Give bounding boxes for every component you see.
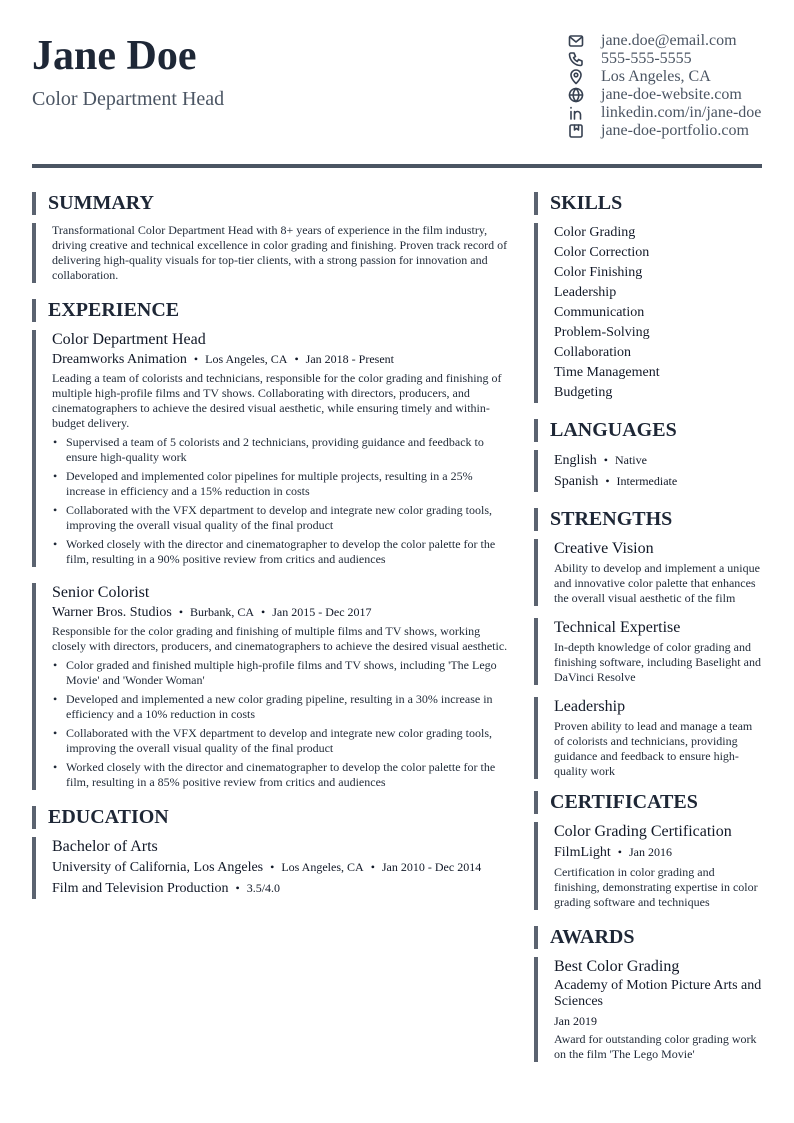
skill-item: Collaboration	[554, 345, 631, 360]
skill-item: Problem-Solving	[554, 325, 650, 340]
job-entry	[32, 583, 512, 790]
resume-header	[32, 30, 762, 150]
language-name: Spanish	[554, 474, 599, 489]
job-meta: Warner Bros. Studios • Burbank, CA • Jan 2015 - Dec 2017	[52, 605, 372, 620]
list-item: • Supervised a team of 5 colorists and 2 technicians, providing guidance and feedback to ensure high-quality work	[52, 435, 512, 465]
candidate-role: Color Department Head	[32, 88, 225, 110]
list-item: • Color graded and finished multiple high-profile films and TV shows, including 'The Lego Movie' and 'Wonder Woman'	[52, 658, 512, 688]
contact-linkedin[interactable]	[568, 104, 762, 122]
skill-item: Color Correction	[554, 245, 650, 260]
skills-section	[534, 192, 762, 403]
list-item: • Worked closely with the director and cinematographer to develop the color palette for the film, resulting in a 85% positive review from critics and audiences	[52, 760, 512, 790]
education-location: Los Angeles, CA	[281, 860, 364, 874]
contact-phone[interactable]	[568, 50, 762, 68]
job-title: Color Department Head	[52, 331, 206, 348]
experience-heading: EXPERIENCE	[32, 299, 512, 322]
certificate-name: Color Grading Certification	[554, 823, 732, 840]
skill-item: Color Grading	[554, 225, 636, 240]
location-icon	[568, 69, 584, 85]
contact-linkedin-text: linkedin.com/in/jane-doe	[601, 104, 762, 121]
job-company: Warner Bros. Studios	[52, 605, 172, 620]
certificates-section	[534, 791, 762, 910]
contact-phone-text: 555-555-5555	[601, 50, 692, 67]
header-divider	[32, 164, 762, 168]
list-item: • Collaborated with the VFX department to develop and integrate new color grading tools, improving the overall visual quality of the final product	[52, 726, 512, 756]
award-description: Award for outstanding color grading work on the film 'The Lego Movie'	[554, 1032, 757, 1061]
list-item: • Developed and implemented a new color grading pipeline, resulting in a 30% increase in efficiency and a 10% reduction in costs	[52, 692, 512, 722]
language-item: English • Native	[554, 453, 647, 468]
contact-website-text: jane-doe-website.com	[601, 86, 742, 103]
strength-title: Technical Expertise	[554, 619, 681, 636]
job-meta: Dreamworks Animation • Los Angeles, CA • Jan 2018 - Present	[52, 352, 394, 367]
language-level: Native	[614, 453, 647, 467]
certificate-description: Certification in color grading and finishing, demonstrating expertise in color grading software and techniques	[554, 865, 758, 909]
contact-list	[568, 32, 762, 140]
contact-portfolio-text: jane-doe-portfolio.com	[601, 122, 749, 139]
strength-title: Leadership	[554, 698, 626, 715]
strengths-heading: STRENGTHS	[534, 508, 762, 531]
list-item: • Developed and implemented color pipelines for multiple projects, resulting in a 25% increase in efficiency and a 15% reduction in costs	[52, 469, 512, 499]
job-dates: Jan 2015 - Dec 2017	[272, 605, 372, 619]
job-title: Senior Colorist	[52, 584, 150, 601]
awards-heading: AWARDS	[534, 926, 762, 949]
education-field: Film and Television Production	[52, 881, 229, 896]
strength-title: Creative Vision	[554, 540, 654, 557]
right-column	[534, 192, 762, 1062]
skill-item: Time Management	[554, 365, 660, 380]
strength-item	[534, 697, 762, 779]
job-description: Responsible for the color grading and finishing of multiple films and TV shows, working closely with directors, producers, and cinematographers to achieve the desired visual aesthetic.	[52, 624, 508, 653]
candidate-name: Jane Doe	[32, 33, 197, 79]
certificate-meta: FilmLight • Jan 2016	[554, 845, 672, 860]
portfolio-icon	[568, 123, 584, 139]
contact-website[interactable]	[568, 86, 762, 104]
left-column	[32, 192, 512, 899]
phone-icon	[568, 51, 584, 67]
awards-section	[534, 926, 762, 1062]
award-name: Best Color Grading	[554, 958, 680, 975]
summary-section	[32, 192, 512, 283]
languages-heading: LANGUAGES	[534, 419, 762, 442]
skills-heading: SKILLS	[534, 192, 762, 215]
education-meta: University of California, Los Angeles • Los Angeles, CA • Jan 2010 - Dec 2014	[52, 860, 482, 875]
skill-item: Leadership	[554, 285, 617, 300]
education-degree: Bachelor of Arts	[52, 838, 158, 855]
skill-item: Budgeting	[554, 385, 613, 400]
certificate-issuer: FilmLight	[554, 845, 611, 860]
education-section	[32, 806, 512, 899]
summary-text: Transformational Color Department Head with 8+ years of experience in the film industry, driving creative and technical excellence in color grading and finishing. Proven track record of delivering high-quality visuals for top-tier clients, with a strong passion for innovation and collaboration.	[52, 223, 508, 282]
education-field-row: Film and Television Production • 3.5/4.0	[52, 881, 281, 896]
job-achievements	[52, 658, 512, 790]
languages-section	[534, 419, 762, 492]
job-location: Los Angeles, CA	[205, 352, 288, 366]
contact-email-text: jane.doe@email.com	[601, 32, 737, 49]
linkedin-icon	[568, 105, 584, 121]
education-heading: EDUCATION	[32, 806, 512, 829]
experience-section	[32, 299, 512, 790]
language-item: Spanish • Intermediate	[554, 474, 678, 489]
certificate-date: Jan 2016	[629, 845, 672, 859]
strength-item	[534, 618, 762, 685]
contact-location	[568, 68, 762, 86]
mail-icon	[568, 33, 584, 49]
list-item: • Collaborated with the VFX department to develop and integrate new color grading tools, improving the overall visual quality of the final product	[52, 503, 512, 533]
skill-item: Communication	[554, 305, 645, 320]
list-item: • Worked closely with the director and cinematographer to develop the color palette for the film, resulting in a 90% positive review from critics and audiences	[52, 537, 512, 567]
job-company: Dreamworks Animation	[52, 352, 187, 367]
language-name: English	[554, 453, 597, 468]
contact-portfolio[interactable]	[568, 122, 762, 140]
award-date: Jan 2019	[554, 1014, 597, 1028]
job-dates: Jan 2018 - Present	[305, 352, 394, 366]
summary-heading: SUMMARY	[32, 192, 512, 215]
strength-description: Ability to develop and implement a unique and innovative color palette that enhances the overall visual aesthetic of the film	[554, 561, 760, 605]
job-entry	[32, 330, 512, 567]
education-dates: Jan 2010 - Dec 2014	[381, 860, 482, 874]
education-gpa: 3.5/4.0	[246, 881, 281, 895]
education-school: University of California, Los Angeles	[52, 860, 264, 875]
language-level: Intermediate	[616, 474, 678, 488]
strength-item	[534, 539, 762, 606]
award-organization: Academy of Motion Picture Arts and Sciences	[554, 978, 762, 1009]
contact-email[interactable]	[568, 32, 762, 50]
strengths-section	[534, 508, 762, 779]
contact-location-text: Los Angeles, CA	[601, 68, 711, 85]
certificates-heading: CERTIFICATES	[534, 791, 762, 814]
job-description: Leading a team of colorists and technicians, responsible for the color grading and finishing of multiple high-profile films and TV shows. Collaborating with directors, producers, and cinematographers to achieve the desired visual aesthetic, while ensuring timely and within-budget delivery.	[52, 371, 502, 430]
strength-description: Proven ability to lead and manage a team of colorists and technicians, providing guidance and feedback to ensure high-quality work	[554, 719, 753, 778]
job-achievements	[52, 435, 512, 567]
globe-icon	[568, 87, 584, 103]
strength-description: In-depth knowledge of color grading and finishing software, including Baselight and DaVinci Resolve	[554, 640, 761, 684]
job-location: Burbank, CA	[190, 605, 255, 619]
skill-item: Color Finishing	[554, 265, 643, 280]
